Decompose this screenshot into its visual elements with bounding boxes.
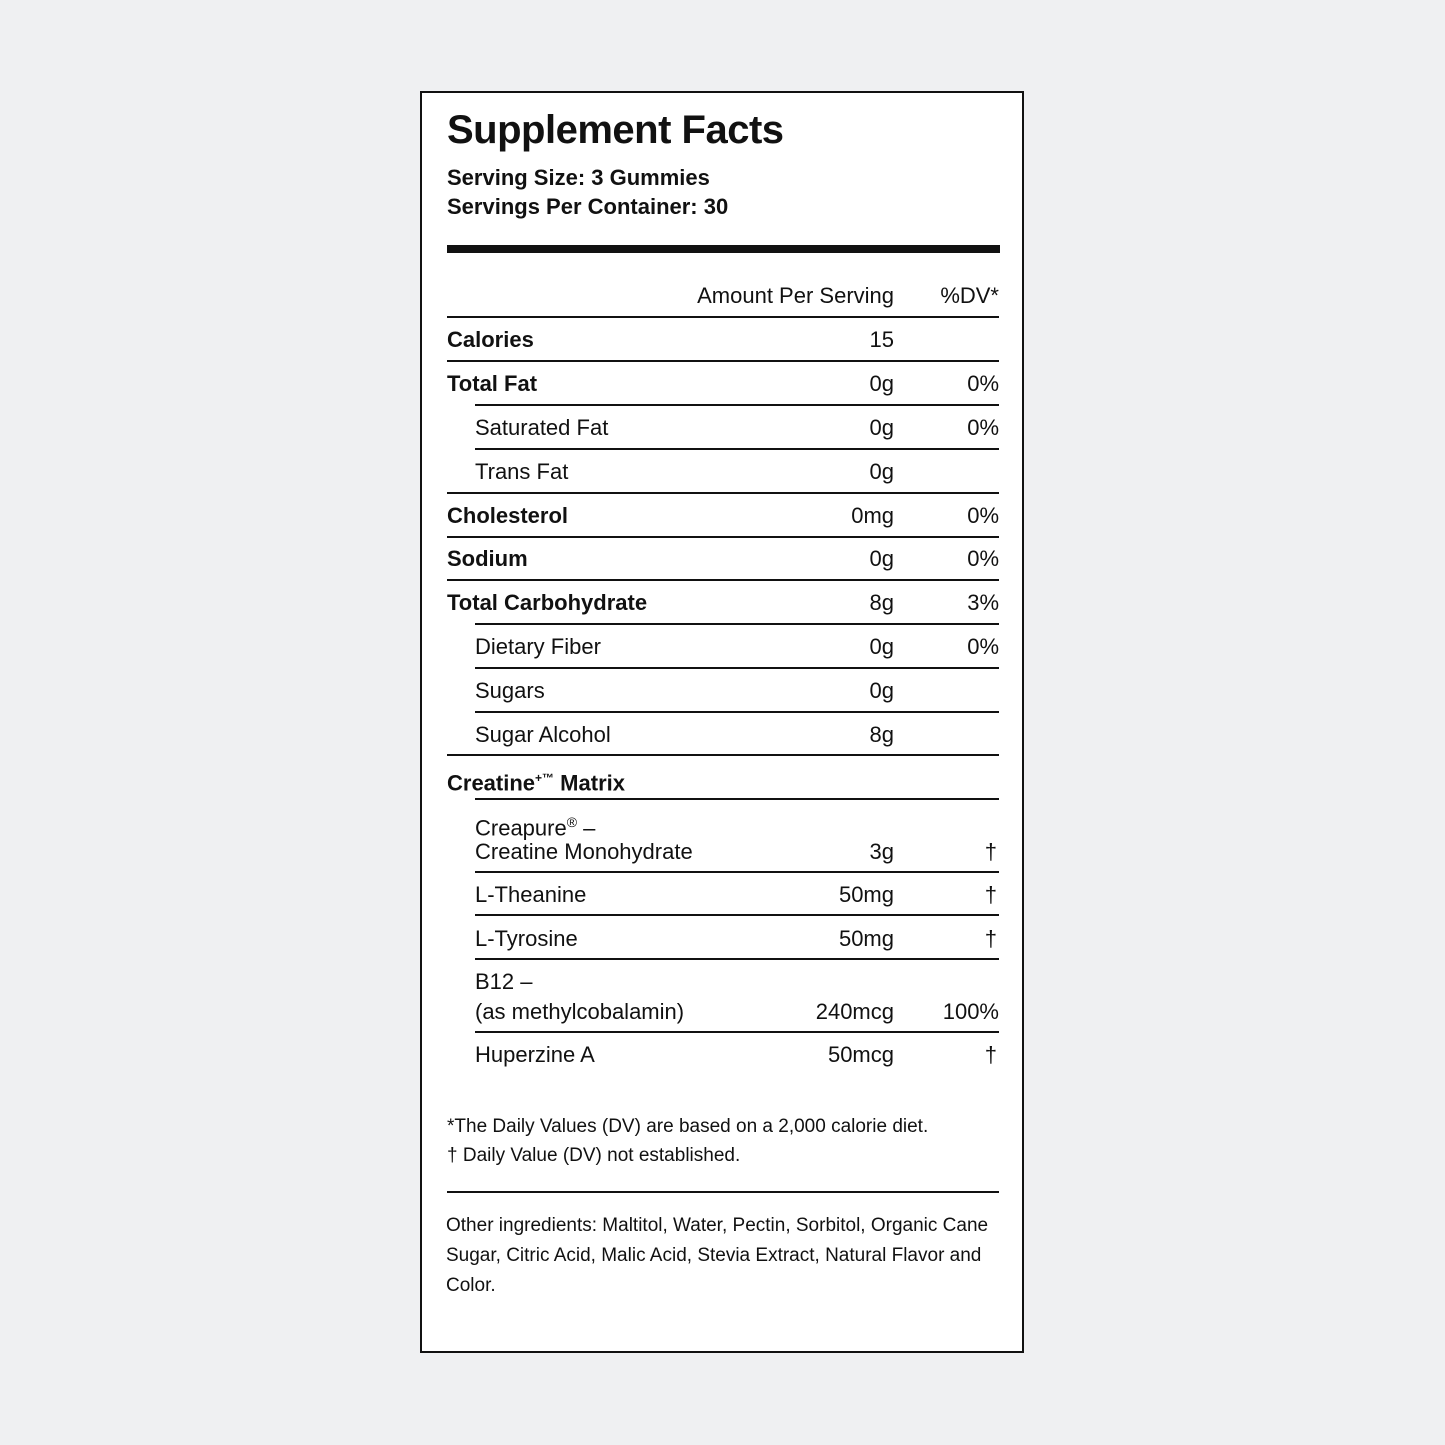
row-amount-sodium: 0g — [869, 546, 894, 571]
row-dv-l-tyrosine: † — [984, 926, 997, 951]
row-label-total-carbohydrate: Total Carbohydrate — [447, 590, 648, 615]
row-label-b12: B12 – — [475, 969, 533, 994]
row-dv-saturated-fat: 0% — [967, 415, 999, 440]
row-amount-sugar-alcohol: 8g — [869, 722, 894, 747]
row-amount-l-theanine: 50mg — [838, 882, 894, 907]
matrix-name: Creatine — [447, 770, 536, 796]
row-amount-calories: 15 — [869, 327, 894, 352]
row-dv-total-carbohydrate: 3% — [967, 590, 999, 615]
row-label-saturated-fat: Saturated Fat — [475, 415, 609, 440]
divider — [447, 1191, 999, 1193]
row-amount-total-carbohydrate: 8g — [869, 590, 894, 615]
row-label-l-theanine: L-Theanine — [475, 882, 587, 907]
creapure-name: Creapure — [475, 815, 567, 841]
row-label-l-tyrosine: L-Tyrosine — [475, 926, 578, 951]
divider — [475, 1031, 999, 1033]
row-dv-cholesterol: 0% — [967, 503, 999, 528]
divider — [475, 711, 999, 713]
footnote-dagger: † Daily Value (DV) not established. — [447, 1145, 741, 1166]
row-amount-sugars: 0g — [869, 678, 894, 703]
divider — [447, 492, 999, 494]
other-ingredients: Other ingredients: Maltitol, Water, Pectin, Sorbitol, Organic Cane Sugar, Citric Acid, Malic Acid, Stevia Extract, Natural Flavor and Color. — [446, 1215, 989, 1296]
row-amount-total-fat: 0g — [869, 371, 894, 396]
divider — [475, 958, 999, 960]
row-amount-huperzine-a: 50mcg — [827, 1042, 894, 1067]
registered-mark: ® — [566, 814, 578, 830]
divider — [447, 754, 999, 756]
row-label-creatine-monohydrate: Creatine Monohydrate — [475, 839, 693, 864]
row-dv-creapure: † — [984, 839, 997, 864]
row-label-cholesterol: Cholesterol — [447, 503, 569, 528]
divider — [475, 667, 999, 669]
row-label-dietary-fiber: Dietary Fiber — [475, 634, 601, 659]
row-label-methylcobalamin: (as methylcobalamin) — [475, 999, 685, 1024]
divider — [475, 914, 999, 916]
row-amount-l-tyrosine: 50mg — [838, 926, 894, 951]
matrix-suffix: Matrix — [554, 770, 625, 796]
row-label-huperzine-a: Huperzine A — [475, 1042, 595, 1067]
row-dv-b12: 100% — [942, 999, 999, 1024]
creapure-dash: – — [577, 815, 596, 841]
footnote-daily-values: *The Daily Values (DV) are based on a 2,000 calorie diet. — [447, 1116, 929, 1137]
row-label-sugars: Sugars — [475, 678, 545, 703]
panel-title: Supplement Facts — [447, 108, 784, 152]
divider — [447, 360, 999, 362]
divider — [447, 579, 999, 581]
divider — [475, 404, 999, 406]
serving-size: Serving Size: 3 Gummies — [447, 165, 710, 190]
row-dv-sodium: 0% — [967, 546, 999, 571]
matrix-superscript: +™ — [535, 771, 555, 785]
amount-per-serving-header: Amount Per Serving — [697, 283, 894, 308]
row-amount-creapure: 3g — [869, 839, 894, 864]
row-dv-dietary-fiber: 0% — [967, 634, 999, 659]
row-amount-saturated-fat: 0g — [869, 415, 894, 440]
divider — [475, 871, 999, 873]
divider — [475, 448, 999, 450]
row-label-sodium: Sodium — [447, 546, 528, 571]
divider — [447, 536, 999, 538]
row-label-total-fat: Total Fat — [447, 371, 538, 396]
thick-divider — [447, 245, 1000, 253]
row-amount-trans-fat: 0g — [869, 459, 894, 484]
divider — [475, 623, 999, 625]
row-label-calories: Calories — [447, 327, 534, 352]
row-amount-dietary-fiber: 0g — [869, 634, 894, 659]
row-dv-huperzine-a: † — [984, 1042, 997, 1067]
dv-header: %DV* — [940, 283, 999, 308]
servings-per-container: Servings Per Container: 30 — [447, 194, 729, 219]
row-amount-cholesterol: 0mg — [851, 503, 894, 528]
divider — [475, 798, 999, 800]
matrix-heading — [447, 763, 625, 798]
row-amount-b12: 240mcg — [815, 999, 894, 1024]
row-label-sugar-alcohol: Sugar Alcohol — [475, 722, 611, 747]
row-dv-total-fat: 0% — [967, 371, 999, 396]
divider — [447, 316, 999, 318]
row-label-trans-fat: Trans Fat — [475, 459, 569, 484]
row-dv-l-theanine: † — [984, 882, 997, 907]
